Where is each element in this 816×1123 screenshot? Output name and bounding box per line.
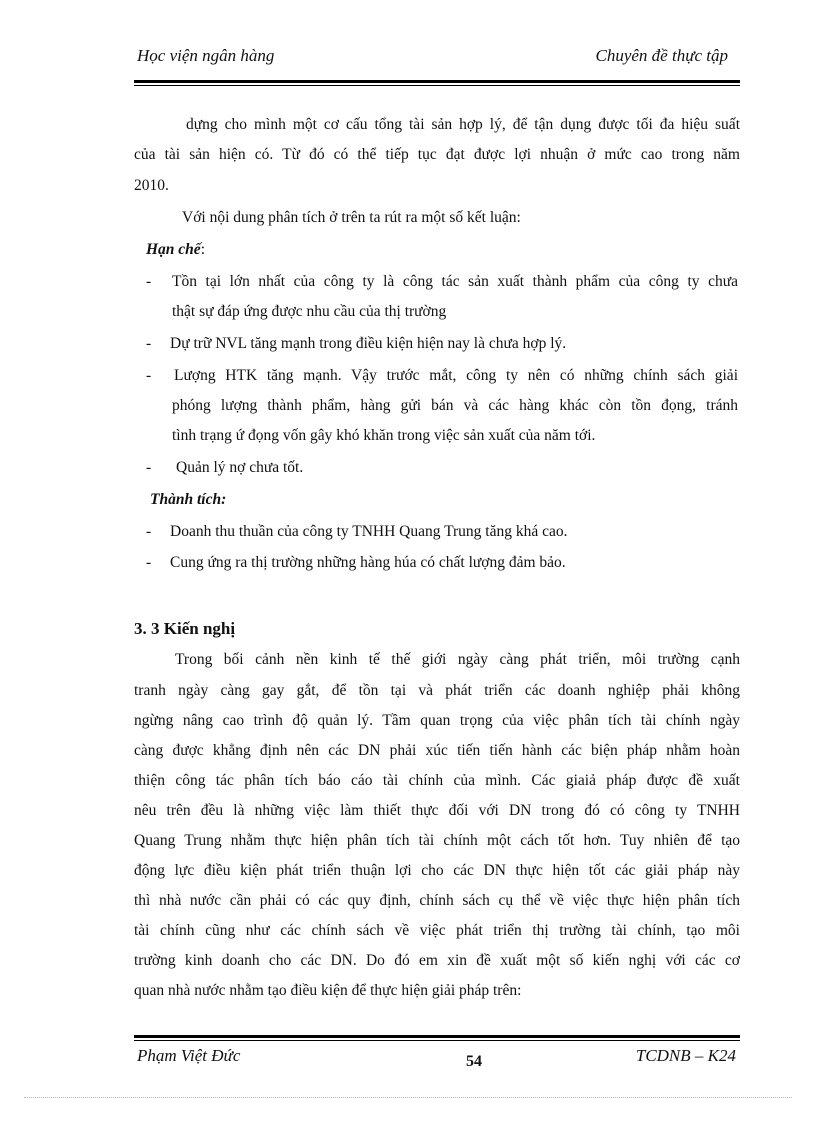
limit-item-line: Quản lý nợ chưa tốt. bbox=[176, 459, 304, 476]
limit-item-line: Dự trữ NVL tăng mạnh trong điều kiện hiện nay là chưa hợp lý. bbox=[170, 335, 567, 352]
para2-line: thì nhà nước cần phải có các quy định, chính sách cụ thể về việc thực hiện phân tích bbox=[134, 892, 740, 909]
para2-line: tài chính cũng như các chính sách về việc phát triển thị trường tài chính, tạo môi bbox=[134, 922, 740, 939]
achievements-heading: Thành tích: bbox=[150, 491, 227, 508]
header-doc-type: Chuyên đề thực tập bbox=[595, 46, 728, 65]
para2-line: càng được khẳng định nên các DN phải xúc tiến tiến hành các biện pháp nhằm hoàn bbox=[134, 742, 740, 759]
list-dash: - bbox=[146, 367, 152, 384]
para2-line: tranh ngày càng gay gắt, để tồn tại và phát triển các doanh nghiệp phải không bbox=[134, 682, 740, 699]
list-dash: - bbox=[146, 554, 152, 571]
achievement-item: Cung ứng ra thị trường những hàng húa có chất lượng đảm bảo. bbox=[170, 554, 566, 571]
footer-author: Phạm Việt Đức bbox=[137, 1046, 241, 1065]
para2-line: Quang Trung nhằm thực hiện phân tích tài chính một cách tốt hơn. Tuy nhiên để tạo bbox=[134, 832, 740, 849]
list-dash: - bbox=[146, 273, 152, 290]
para2-line: ngừng nâng cao trình độ quản lý. Tầm quan trọng của việc phân tích tài chính ngày bbox=[134, 712, 740, 729]
header-rule-thick bbox=[134, 80, 740, 83]
header-institution: Học viện ngân hàng bbox=[137, 46, 275, 65]
para2-line: Trong bối cảnh nền kinh tế thế giới ngày càng phát triển, môi trường cạnh bbox=[175, 651, 740, 668]
para2-line: nêu trên đều là những việc làm thiết thực đối với DN trong đó có công ty TNHH bbox=[134, 802, 740, 819]
para1-line: dựng cho mình một cơ cấu tổng tài sản hợp lý, để tận dụng được tối đa hiệu suất bbox=[186, 116, 740, 133]
para2-line: động lực điều kiện phát triển thuận lợi cho các DN thực hiện tốt các giải pháp này bbox=[134, 862, 740, 879]
list-dash: - bbox=[146, 523, 152, 540]
para2-line: trường kinh doanh cho các DN. Do đó em xin đề xuất một số kiến nghị với các cơ bbox=[134, 952, 740, 969]
header-rule-thin bbox=[134, 85, 740, 86]
limits-heading: Hạn chế: bbox=[146, 241, 205, 258]
para1-line: của tài sản hiện có. Từ đó có thể tiếp tục đạt được lợi nhuận ở mức cao trong năm bbox=[134, 146, 740, 163]
para2-line: quan nhà nước nhằm tạo điều kiện để thực hiện giải pháp trên: bbox=[134, 982, 522, 999]
list-dash: - bbox=[146, 335, 152, 352]
limit-item-line: thật sự đáp ứng được nhu cầu của thị trường bbox=[172, 303, 447, 320]
intro-text: Với nội dung phân tích ở trên ta rút ra một số kết luận: bbox=[182, 209, 521, 226]
para1-line: 2010. bbox=[134, 177, 169, 194]
limit-item-line: Lượng HTK tăng mạnh. Vậy trước mắt, công ty nên có những chính sách giải bbox=[174, 367, 738, 384]
page-number: 54 bbox=[466, 1053, 482, 1070]
limit-item-line: Tồn tại lớn nhất của công ty là công tác sản xuất thành phẩm của công ty chưa bbox=[172, 273, 738, 290]
achievement-item: Doanh thu thuần của công ty TNHH Quang Trung tăng khá cao. bbox=[170, 523, 568, 540]
limit-item-line: phóng lượng thành phẩm, hàng gửi bán và các hàng khác còn tồn đọng, tránh bbox=[172, 397, 738, 414]
page-bottom-divider bbox=[24, 1097, 792, 1098]
footer-class-code: TCDNB – K24 bbox=[635, 1046, 736, 1065]
footer-rule-thin bbox=[134, 1040, 740, 1041]
list-dash: - bbox=[146, 459, 152, 476]
limit-item-line: tình trạng ứ đọng vốn gây khó khăn trong việc sản xuất của năm tới. bbox=[172, 427, 596, 444]
para2-line: thiện công tác phân tích báo cáo tài chính của mình. Các giaiả pháp được đề xuất bbox=[134, 772, 740, 789]
footer-rule-thick bbox=[134, 1035, 740, 1038]
section-title: 3. 3 Kiến nghị bbox=[134, 619, 236, 638]
